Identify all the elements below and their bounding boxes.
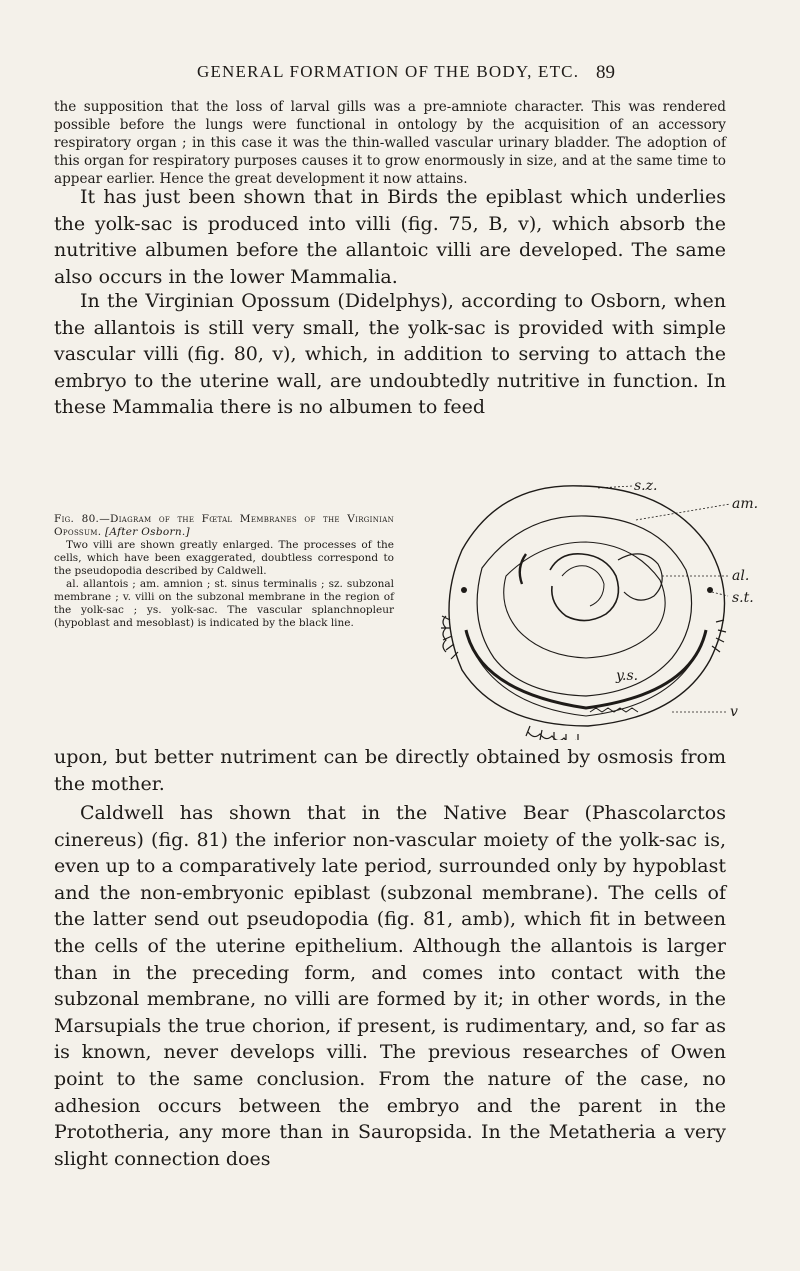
amnion-outline: [477, 516, 691, 696]
paragraph-upon: upon, but better nutriment can be directly obtained by osmosis from the mother.: [54, 746, 726, 795]
label-st: s.t.: [732, 590, 754, 606]
page-number: 89: [596, 62, 615, 83]
running-head: [0, 62, 800, 86]
label-am: am.: [732, 496, 759, 512]
leader-st: [712, 592, 728, 596]
label-sz: s.z.: [634, 480, 658, 494]
figure-caption: [54, 513, 394, 630]
running-head-title: GENERAL FORMATION OF THE BODY, ETC.: [197, 62, 580, 81]
sinus-terminalis-left: [461, 587, 467, 593]
paragraph-birds-villi: It has just been shown that in Birds the epiblast which underlies the yolk-sac is produced into villi (fig. 75, B, v), which absorb the nutritive albumen before the allantoic villi are developed. The same also occurs in the lower Mammalia.: [54, 186, 726, 288]
figure-title: Fig. 80.—Diagram of the Fœtal Membranes of the Virginian Opossum. [After Osborn.]: [54, 513, 394, 538]
figure-legend: al. allantois ; am. amnion ; st. sinus terminalis ; sz. subzonal membrane ; v. villi on the subzonal membrane in the region of the yolk-sac ; ys. yolk-sac. The vascular splanchnopleur (hypoblast and mesoblast) is indicated by the black line.: [54, 578, 394, 629]
diagram-svg: [410, 480, 770, 740]
villi-bottom: [526, 726, 578, 740]
foetal-membranes-diagram: [410, 480, 770, 740]
subzonal-membrane-outline: [449, 486, 725, 726]
paragraph-opossum: In the Virginian Opossum (Didelphys), according to Osborn, when the allantois is still very small, the yolk-sac is provided with simple vascular villi (fig. 80, v), which, in addition to serving to attach the embryo to the uterine wall, are undoubtedly nutritive in function. In these Mammalia there is no albumen to feed: [54, 290, 726, 419]
intro-paragraph: the supposition that the loss of larval gills was a pre-amniote character. This was rendered possible before the lungs were functional in ontology by the acquisition of an accessory respiratory organ ; in this case it was the thin-walled vascular urinary bladder. The adoption of this organ for respiratory purposes causes it to grow enormously in size, and at the same time to appear earlier. Hence the great development it now attains.: [54, 99, 726, 187]
label-ys: y.s.: [616, 668, 639, 684]
label-al: al.: [732, 568, 750, 584]
figure-attribution: [After Osborn.]: [104, 526, 190, 538]
label-v: v: [730, 704, 738, 720]
paragraph-caldwell: Caldwell has shown that in the Native Bear (Phascolarctos cinereus) (fig. 81) the inferior non-vascular moiety of the yolk-sac is, even up to a comparatively late period, surrounded only by hypoblast and the non-embryonic epiblast (subzonal membrane). The cells of the latter send out pseudopodia (fig. 81, amb), which fit in between the cells of the uterine epithelium. Although the allantois is larger than in the preceding form, and comes into contact with the subzonal membrane, no villi are formed by it; in other words, in the Marsupials the true chorion, if present, is rudimentary, and, so far as is known, never develops villi. The previous researches of Owen point to the same conclusion. From the nature of the case, no adhesion occurs between the embryo and the parent in the Prototheria, any more than in Sauropsida. In the Metatheria a very slight connection does: [54, 802, 726, 1170]
allantois-outline: [618, 554, 662, 600]
villi-zigzag: [590, 708, 638, 712]
leader-am: [636, 504, 730, 520]
embryo-body: [550, 554, 618, 621]
figure-description: Two villi are shown greatly enlarged. The processes of the cells, which have been exaggerated, doubtless correspond to the pseudopodia described by Caldwell.: [54, 539, 394, 577]
